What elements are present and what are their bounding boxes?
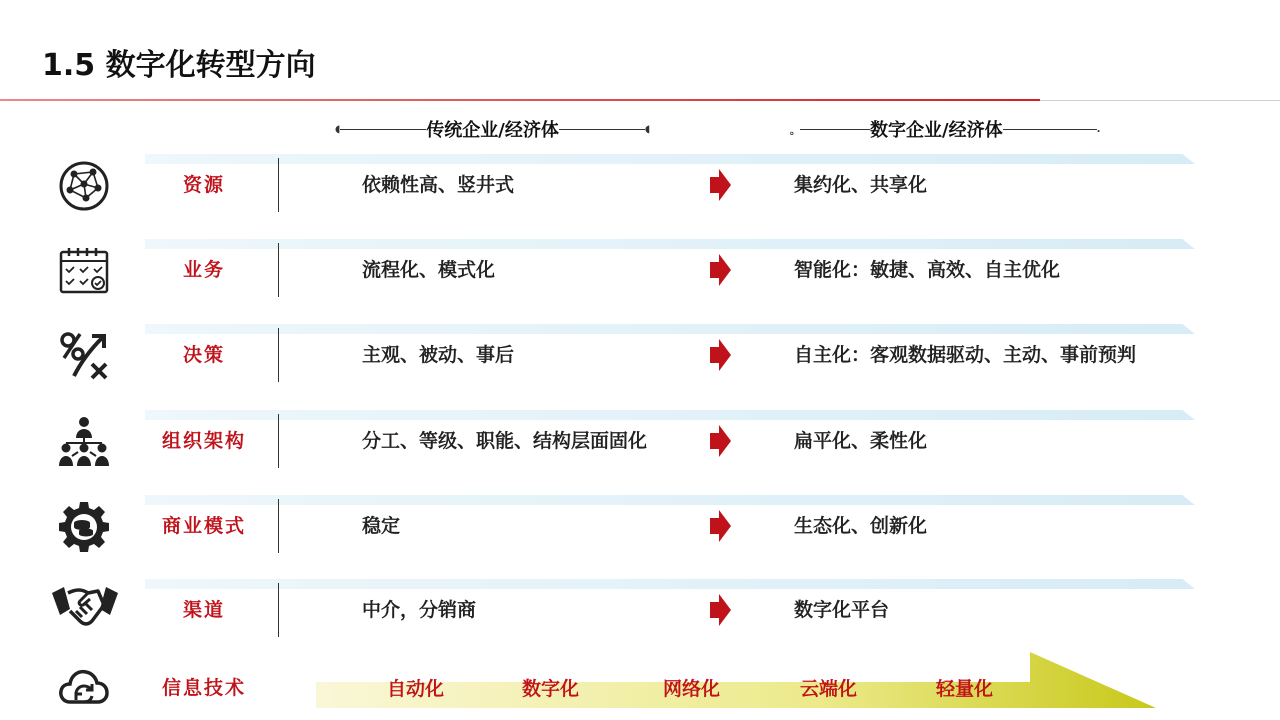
tech-item-digitization: 数字化 bbox=[522, 678, 580, 700]
title-underline-grey bbox=[1040, 100, 1280, 101]
header-dot-left: ◖ bbox=[335, 123, 341, 135]
comparison-row bbox=[0, 501, 1280, 587]
column-header-traditional bbox=[335, 116, 650, 142]
red-arrow-icon bbox=[708, 424, 732, 458]
digital-text: 数字化平台 bbox=[794, 599, 890, 621]
comparison-row bbox=[0, 245, 1280, 331]
red-arrow-icon bbox=[708, 168, 732, 202]
cloud-sync-icon bbox=[58, 660, 110, 712]
row-band bbox=[145, 495, 1195, 505]
tech-label: 信息技术 bbox=[161, 677, 246, 699]
column-header-traditional-text: 传统企业/经济体 bbox=[426, 120, 559, 141]
row-band bbox=[145, 239, 1195, 249]
row-band bbox=[145, 579, 1195, 589]
tech-item-lightweight: 轻量化 bbox=[936, 678, 994, 700]
row-label: 资源 bbox=[182, 174, 225, 196]
row-band bbox=[145, 410, 1195, 420]
row-divider bbox=[278, 583, 279, 637]
red-arrow-icon bbox=[708, 338, 732, 372]
column-header-digital-text: 数字企业/经济体 bbox=[870, 120, 1003, 141]
traditional-text: 稳定 bbox=[362, 515, 401, 537]
page-title: 1.5 数字化转型方向 bbox=[42, 48, 316, 83]
traditional-text: 主观、被动、事后 bbox=[362, 344, 515, 366]
row-divider bbox=[278, 328, 279, 382]
header-dash bbox=[1003, 129, 1097, 130]
red-arrow-icon bbox=[708, 593, 732, 627]
tech-item-automation: 自动化 bbox=[387, 678, 445, 700]
tech-item-cloud: 云端化 bbox=[800, 678, 858, 700]
traditional-text: 中介，分销商 bbox=[362, 599, 477, 621]
row-divider bbox=[278, 499, 279, 553]
header-dot-right: ◖ bbox=[644, 123, 651, 135]
digital-text: 生态化、创新化 bbox=[794, 515, 928, 537]
header-dash bbox=[340, 129, 426, 130]
row-band bbox=[145, 324, 1195, 334]
red-arrow-icon bbox=[708, 253, 732, 287]
handshake-icon bbox=[52, 581, 118, 633]
row-label: 业务 bbox=[182, 259, 225, 281]
digital-text: 自主化：客观数据驱动、主动、事前预判 bbox=[794, 344, 1137, 366]
digital-text: 集约化、共享化 bbox=[794, 174, 928, 196]
title-underline bbox=[0, 99, 1040, 101]
digital-text: 智能化：敏捷、高效、自主优化 bbox=[794, 259, 1061, 281]
red-arrow-icon bbox=[708, 509, 732, 543]
row-label: 渠道 bbox=[182, 599, 225, 621]
comparison-row bbox=[0, 330, 1280, 416]
gear-coins-icon bbox=[58, 501, 110, 553]
row-label: 决策 bbox=[182, 344, 225, 366]
header-dot-right: . bbox=[1096, 123, 1101, 135]
row-band bbox=[145, 154, 1195, 164]
calendar-checklist-icon bbox=[58, 245, 110, 297]
row-divider bbox=[278, 158, 279, 212]
row-label: 组织架构 bbox=[161, 430, 246, 452]
header-dash bbox=[800, 129, 870, 130]
comparison-row bbox=[0, 160, 1280, 246]
header-dot-left: 。 bbox=[790, 125, 800, 137]
traditional-text: 流程化、模式化 bbox=[362, 259, 496, 281]
traditional-text: 分工、等级、职能、结构层面固化 bbox=[362, 430, 648, 452]
network-globe-icon bbox=[58, 160, 110, 212]
header-dash bbox=[559, 129, 645, 130]
column-header-digital bbox=[790, 116, 1100, 142]
org-chart-icon bbox=[58, 416, 110, 468]
traditional-text: 依赖性高、竖井式 bbox=[362, 174, 515, 196]
row-label: 商业模式 bbox=[161, 515, 246, 537]
digital-text: 扁平化、柔性化 bbox=[794, 430, 928, 452]
percent-decision-icon bbox=[58, 330, 110, 382]
row-divider bbox=[278, 414, 279, 468]
row-divider bbox=[278, 243, 279, 297]
comparison-row bbox=[0, 416, 1280, 502]
tech-item-networking: 网络化 bbox=[663, 678, 721, 700]
